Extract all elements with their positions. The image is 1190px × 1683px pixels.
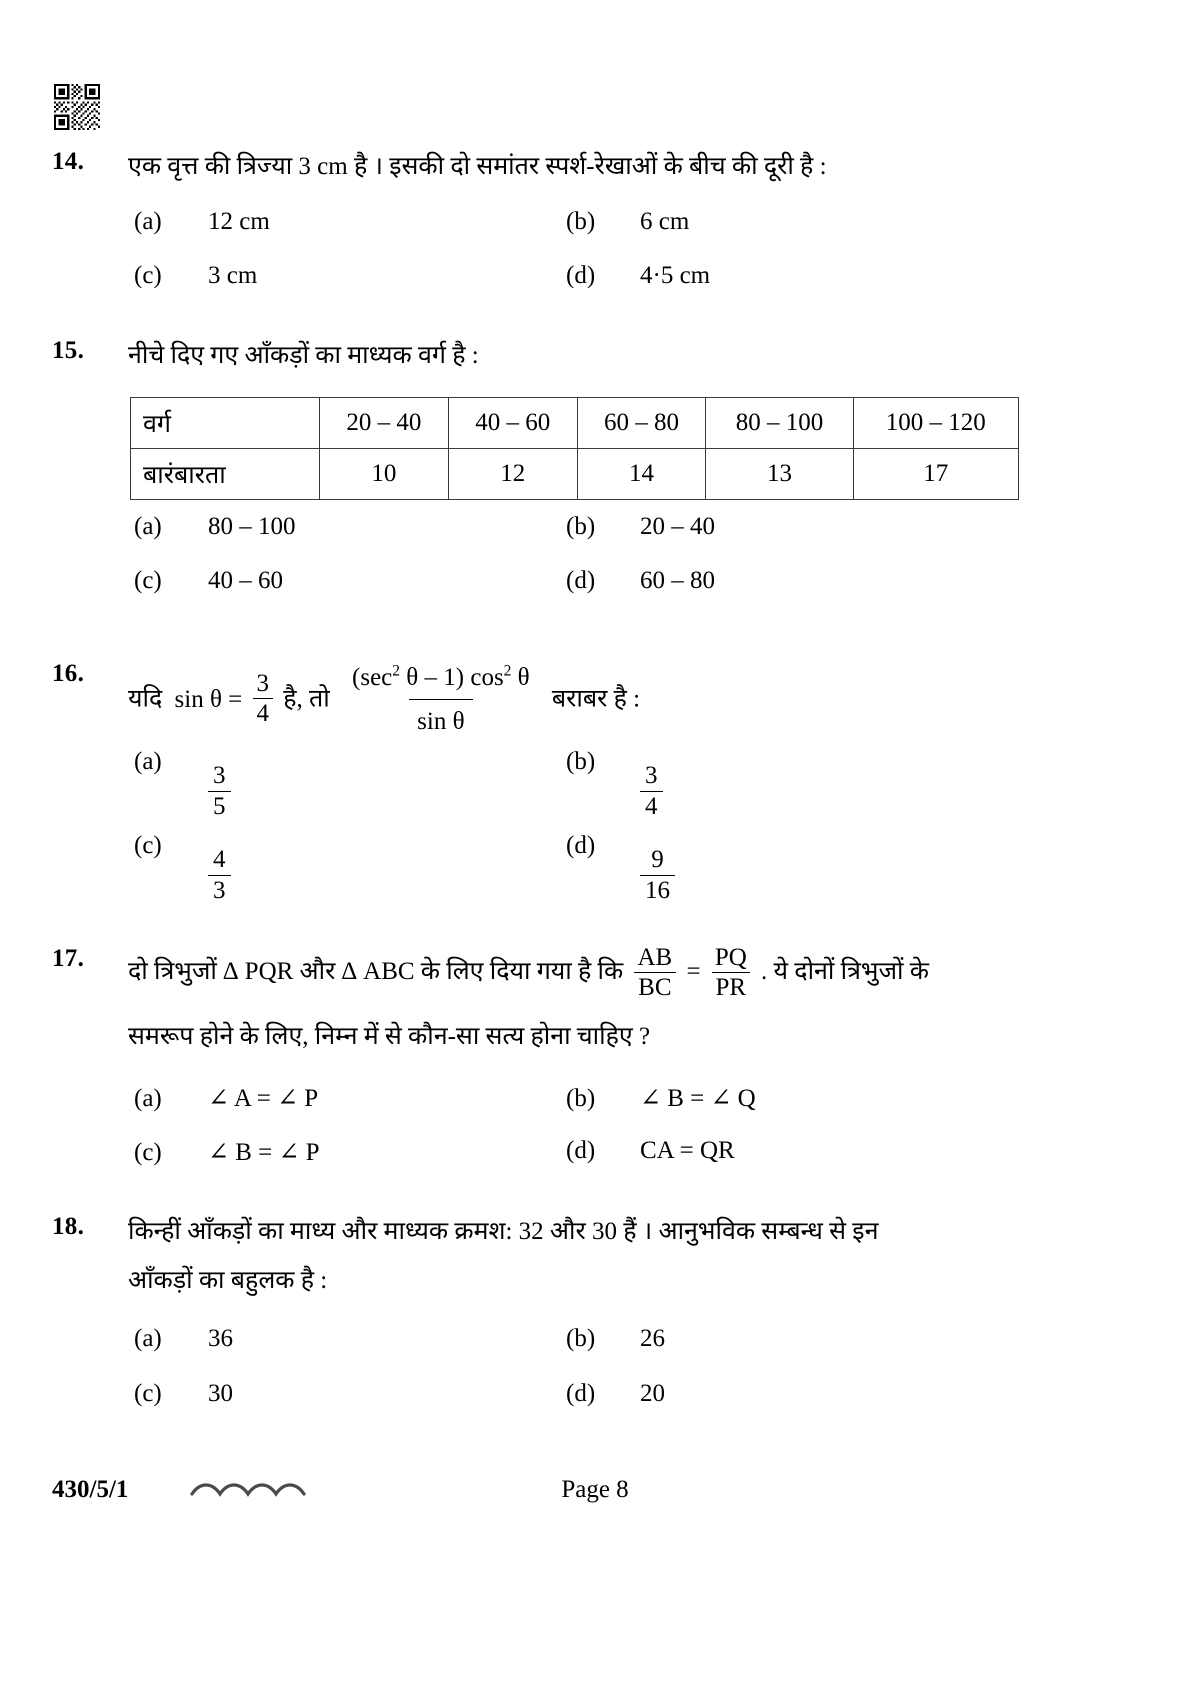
ratio-numerator: AB — [637, 944, 673, 971]
option-tag: (b) — [566, 208, 596, 235]
option-18-c[interactable] — [134, 1380, 233, 1408]
option-tag: (a) — [134, 513, 162, 540]
num-open-paren: ( — [352, 664, 361, 691]
frequency-table — [130, 397, 1019, 500]
option-14-c[interactable] — [134, 262, 257, 290]
ratio-pq-pr — [711, 945, 751, 1002]
option-tag: (b) — [566, 1085, 596, 1112]
option-17-c[interactable] — [134, 1137, 320, 1167]
option-tag: (d) — [566, 832, 596, 859]
fraction-denominator: 4 — [253, 698, 274, 728]
option-tag: (a) — [134, 1085, 162, 1112]
trig-expression-fraction — [344, 659, 538, 741]
option-tag: (d) — [566, 1137, 596, 1164]
row-header-class: वर्ग — [131, 398, 320, 449]
option-tag: (c) — [134, 262, 162, 289]
qr-code-icon — [54, 84, 100, 130]
option-16-d[interactable] — [566, 832, 675, 904]
class-cell-2: 40 – 60 — [448, 398, 577, 449]
option-value: CA = QR — [640, 1137, 735, 1164]
question-text-line1-18: किन्हीं आँकड़ों का माध्य और माध्यक क्रमश: 32 और 30 हैं । आनुभविक सम्बन्ध से इन — [128, 1218, 879, 1245]
table-row-frequencies — [131, 449, 1019, 500]
row-header-frequency: बारंबारता — [131, 449, 320, 500]
fraction-denominator: 4 — [640, 791, 663, 821]
freq-cell-4: 13 — [706, 449, 853, 500]
equals-sign: = — [686, 958, 701, 986]
question-number: 14. — [52, 148, 85, 175]
option-value: 60 – 80 — [640, 567, 715, 594]
option-15-c[interactable] — [134, 567, 283, 595]
question-text-part2: है, तो — [283, 685, 330, 713]
page-number: Page 8 — [561, 1476, 629, 1503]
option-value: 20 — [640, 1380, 665, 1407]
fraction-numerator: 3 — [645, 762, 658, 789]
option-value: 3 cm — [208, 262, 258, 289]
option-tag: (a) — [134, 748, 162, 775]
freq-cell-3: 14 — [577, 449, 706, 500]
fraction-denominator: 5 — [208, 791, 231, 821]
page-footer — [0, 1476, 1190, 1516]
option-16-b[interactable] — [566, 748, 663, 820]
class-cell-5: 100 – 120 — [853, 398, 1018, 449]
option-tag: (d) — [566, 1380, 596, 1407]
option-value: 30 — [208, 1380, 233, 1407]
option-tag: (a) — [134, 1325, 162, 1352]
option-16-a[interactable] — [134, 748, 231, 820]
option-16-c[interactable] — [134, 832, 231, 904]
option-15-d[interactable] — [566, 567, 715, 595]
class-cell-3: 60 – 80 — [577, 398, 706, 449]
question-text-line1 — [128, 945, 1078, 1002]
fraction-numerator: 4 — [213, 846, 226, 873]
option-17-a[interactable] — [134, 1083, 318, 1113]
option-tag: (a) — [134, 208, 162, 235]
question-text: नीचे दिए गए आँकड़ों का माध्यक वर्ग है : — [128, 342, 479, 369]
fraction-numerator: 3 — [256, 669, 270, 697]
num-cos: cos — [464, 664, 504, 691]
question-text-line2-17: समरूप होने के लिए, निम्न में से कौन-सा सत्य होना चाहिए ? — [128, 1023, 651, 1050]
option-17-d[interactable] — [566, 1137, 735, 1165]
paper-code: 430/5/1 — [52, 1476, 129, 1503]
option-17-b[interactable] — [566, 1083, 756, 1113]
option-14-a[interactable] — [134, 208, 270, 236]
fraction-numerator: 9 — [651, 846, 664, 873]
question-number: 15. — [52, 337, 85, 364]
sin-theta-label: sin θ = — [174, 685, 243, 713]
option-value: 6 cm — [640, 208, 690, 235]
num-theta-two: θ — [511, 664, 530, 691]
option-fraction — [208, 762, 231, 820]
option-tag: (c) — [134, 1139, 162, 1166]
option-value: ∠ A = ∠ P — [208, 1085, 319, 1112]
num-cos-exponent: 2 — [503, 662, 512, 680]
ratio-denominator: BC — [634, 972, 675, 1002]
question-number: 18. — [52, 1213, 85, 1240]
option-value: 12 cm — [208, 208, 270, 235]
option-15-a[interactable] — [134, 513, 296, 541]
fraction-denominator: 3 — [208, 875, 231, 905]
option-15-b[interactable] — [566, 513, 715, 541]
option-fraction — [208, 846, 231, 904]
option-18-b[interactable] — [566, 1325, 665, 1353]
option-18-a[interactable] — [134, 1325, 233, 1353]
option-value: 36 — [208, 1325, 233, 1352]
option-fraction — [640, 846, 675, 904]
option-tag: (b) — [566, 1325, 596, 1352]
option-value: ∠ B = ∠ P — [208, 1139, 320, 1166]
ratio-denominator: PR — [712, 972, 751, 1002]
num-sec-exponent: 2 — [392, 662, 401, 680]
freq-cell-2: 12 — [448, 449, 577, 500]
option-tag: (c) — [134, 567, 162, 594]
question-text — [128, 660, 1078, 742]
expression-denominator: sin θ — [409, 699, 472, 741]
option-value: ∠ B = ∠ Q — [640, 1085, 756, 1112]
q17-line1-part-b: . ये दोनों त्रिभुजों के — [761, 958, 929, 986]
option-fraction — [640, 762, 663, 820]
question-number: 16. — [52, 660, 85, 687]
class-cell-1: 20 – 40 — [320, 398, 449, 449]
question-text-line2-18: आँकड़ों का बहुलक है : — [128, 1267, 328, 1294]
table-row-classes — [131, 398, 1019, 449]
num-sec: sec — [360, 664, 393, 691]
option-tag: (b) — [566, 513, 596, 540]
question-text-part3: बराबर है : — [551, 685, 641, 713]
option-14-d[interactable] — [566, 262, 710, 290]
option-value: 4·5 cm — [640, 262, 711, 289]
ratio-ab-bc — [633, 945, 676, 1002]
question-text-part1: यदि — [128, 685, 163, 713]
option-value: 26 — [640, 1325, 665, 1352]
expression-numerator — [344, 659, 538, 699]
question-number: 17. — [52, 945, 85, 972]
option-value: 80 – 100 — [208, 513, 296, 540]
question-text: एक वृत्त की त्रिज्या 3 cm है । इसकी दो समांतर स्पर्श-रेखाओं के बीच की दूरी है : — [128, 153, 827, 180]
option-tag: (c) — [134, 1380, 162, 1407]
option-18-d[interactable] — [566, 1380, 665, 1408]
option-tag: (d) — [566, 567, 596, 594]
option-tag: (c) — [134, 832, 162, 859]
class-cell-4: 80 – 100 — [706, 398, 853, 449]
q17-line1-part-a: दो त्रिभुजों ∆ PQR और ∆ ABC के लिए दिया गया है कि — [128, 958, 624, 986]
num-theta-one: θ – 1) — [400, 664, 465, 691]
freq-cell-1: 10 — [320, 449, 449, 500]
option-14-b[interactable] — [566, 208, 689, 236]
fraction-three-fourths — [253, 671, 274, 728]
option-tag: (d) — [566, 262, 596, 289]
option-value: 20 – 40 — [640, 513, 715, 540]
fraction-numerator: 3 — [213, 762, 226, 789]
option-tag: (b) — [566, 748, 596, 775]
freq-cell-5: 17 — [853, 449, 1018, 500]
fraction-denominator: 16 — [640, 875, 675, 905]
option-value: 40 – 60 — [208, 567, 283, 594]
ratio-numerator: PQ — [714, 944, 747, 971]
